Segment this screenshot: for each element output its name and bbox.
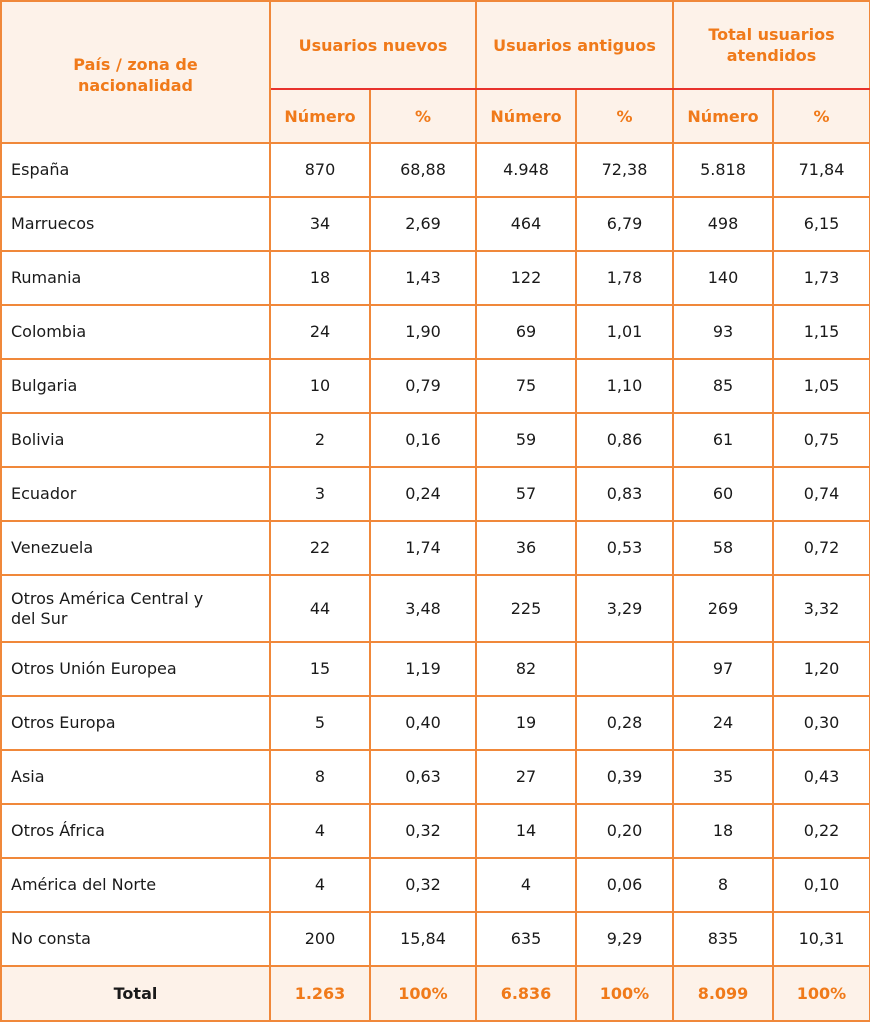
cell-percent: 0,79 xyxy=(370,359,476,413)
table-row xyxy=(1,305,870,359)
row-label xyxy=(1,197,270,251)
cell-percent: 1,90 xyxy=(370,305,476,359)
cell-number: 4 xyxy=(476,858,576,912)
table-row xyxy=(1,575,870,642)
table-row xyxy=(1,804,870,858)
table-row xyxy=(1,912,870,966)
cell-number: 122 xyxy=(476,251,576,305)
cell-number: 269 xyxy=(673,575,773,642)
cell-number: 225 xyxy=(476,575,576,642)
cell-number: 870 xyxy=(270,143,370,197)
cell-percent: 0,83 xyxy=(576,467,673,521)
cell-percent: 1,01 xyxy=(576,305,673,359)
row-label-text: Bulgaria xyxy=(11,376,78,395)
cell-number: 60 xyxy=(673,467,773,521)
cell-percent: 0,86 xyxy=(576,413,673,467)
cell-number: 1.263 xyxy=(270,966,370,1021)
row-label-text: Ecuador xyxy=(11,484,77,503)
cell-percent: 1,19 xyxy=(370,642,476,696)
cell-percent: 0,28 xyxy=(576,696,673,750)
cell-percent: 2,69 xyxy=(370,197,476,251)
cell-number: 10 xyxy=(270,359,370,413)
table-row xyxy=(1,642,870,696)
row-label xyxy=(1,251,270,305)
cell-number: 15 xyxy=(270,642,370,696)
cell-percent: 0,63 xyxy=(370,750,476,804)
cell-number: 27 xyxy=(476,750,576,804)
cell-number: 8 xyxy=(673,858,773,912)
row-label-text: Total xyxy=(113,983,158,1003)
cell-number: 4.948 xyxy=(476,143,576,197)
cell-number: 22 xyxy=(270,521,370,575)
row-label xyxy=(1,804,270,858)
cell-percent: 3,32 xyxy=(773,575,870,642)
cell-percent: 1,15 xyxy=(773,305,870,359)
row-label-text: Venezuela xyxy=(11,538,94,557)
table-row xyxy=(1,696,870,750)
cell-number: 24 xyxy=(673,696,773,750)
cell-percent: 6,79 xyxy=(576,197,673,251)
cell-percent: 1,10 xyxy=(576,359,673,413)
cell-number: 44 xyxy=(270,575,370,642)
cell-percent: 3,48 xyxy=(370,575,476,642)
cell-number: 19 xyxy=(476,696,576,750)
cell-percent: 15,84 xyxy=(370,912,476,966)
table-row xyxy=(1,521,870,575)
cell-number: 58 xyxy=(673,521,773,575)
cell-number: 498 xyxy=(673,197,773,251)
sub-header-percent: % xyxy=(370,89,476,143)
cell-percent: 1,78 xyxy=(576,251,673,305)
cell-percent: 6,15 xyxy=(773,197,870,251)
row-label-text: Otros Europa xyxy=(11,713,116,732)
row-label xyxy=(1,575,270,642)
table-row xyxy=(1,251,870,305)
row-label xyxy=(1,750,270,804)
cell-number: 57 xyxy=(476,467,576,521)
cell-percent: 0,16 xyxy=(370,413,476,467)
cell-percent: 0,10 xyxy=(773,858,870,912)
row-label xyxy=(1,912,270,966)
row-label-text: Bolivia xyxy=(11,430,65,449)
cell-percent: 3,29 xyxy=(576,575,673,642)
cell-number: 4 xyxy=(270,858,370,912)
cell-number: 93 xyxy=(673,305,773,359)
cell-percent: 0,43 xyxy=(773,750,870,804)
row-label xyxy=(1,642,270,696)
cell-number: 4 xyxy=(270,804,370,858)
cell-percent: 0,40 xyxy=(370,696,476,750)
row-label-text: España xyxy=(11,160,70,179)
row-label-text: Asia xyxy=(11,767,45,786)
sub-header-percent: % xyxy=(576,89,673,143)
cell-number: 5.818 xyxy=(673,143,773,197)
row-label xyxy=(1,521,270,575)
cell-number: 2 xyxy=(270,413,370,467)
total-row xyxy=(1,966,870,1021)
cell-percent xyxy=(576,642,673,696)
sub-header-percent: % xyxy=(773,89,870,143)
group-header-total: Total usuarios atendidos xyxy=(673,1,870,89)
cell-number: 85 xyxy=(673,359,773,413)
cell-percent: 1,74 xyxy=(370,521,476,575)
row-label-text: Otros América Central y del Sur xyxy=(11,588,204,628)
cell-number: 24 xyxy=(270,305,370,359)
cell-percent: 0,32 xyxy=(370,858,476,912)
cell-percent: 0,06 xyxy=(576,858,673,912)
cell-percent: 1,05 xyxy=(773,359,870,413)
cell-percent: 100% xyxy=(370,966,476,1021)
cell-number: 18 xyxy=(673,804,773,858)
table-body xyxy=(1,143,870,1021)
row-label xyxy=(1,413,270,467)
cell-percent: 0,24 xyxy=(370,467,476,521)
cell-number: 59 xyxy=(476,413,576,467)
cell-percent: 71,84 xyxy=(773,143,870,197)
country-header: País / zona de nacionalidad xyxy=(1,1,270,143)
sub-header-number: Número xyxy=(270,89,370,143)
cell-number: 14 xyxy=(476,804,576,858)
row-label xyxy=(1,966,270,1021)
sub-header-number: Número xyxy=(476,89,576,143)
table-row xyxy=(1,359,870,413)
table-row xyxy=(1,197,870,251)
cell-number: 82 xyxy=(476,642,576,696)
table-row xyxy=(1,750,870,804)
cell-number: 200 xyxy=(270,912,370,966)
cell-percent: 0,22 xyxy=(773,804,870,858)
cell-percent: 68,88 xyxy=(370,143,476,197)
cell-percent: 0,53 xyxy=(576,521,673,575)
row-label xyxy=(1,305,270,359)
cell-percent: 100% xyxy=(773,966,870,1021)
row-label xyxy=(1,467,270,521)
cell-percent: 0,20 xyxy=(576,804,673,858)
cell-number: 6.836 xyxy=(476,966,576,1021)
cell-percent: 0,39 xyxy=(576,750,673,804)
row-label-text: Otros África xyxy=(11,821,105,840)
cell-number: 464 xyxy=(476,197,576,251)
cell-percent: 10,31 xyxy=(773,912,870,966)
cell-number: 36 xyxy=(476,521,576,575)
row-label-text: Marruecos xyxy=(11,214,95,233)
row-label-text: Rumania xyxy=(11,268,82,287)
cell-percent: 0,75 xyxy=(773,413,870,467)
cell-percent: 1,43 xyxy=(370,251,476,305)
cell-percent: 0,30 xyxy=(773,696,870,750)
cell-number: 75 xyxy=(476,359,576,413)
cell-number: 835 xyxy=(673,912,773,966)
group-header-old: Usuarios antiguos xyxy=(476,1,673,89)
cell-number: 5 xyxy=(270,696,370,750)
row-label xyxy=(1,359,270,413)
cell-number: 8.099 xyxy=(673,966,773,1021)
cell-percent: 0,74 xyxy=(773,467,870,521)
cell-number: 61 xyxy=(673,413,773,467)
cell-percent: 0,72 xyxy=(773,521,870,575)
table-row xyxy=(1,467,870,521)
cell-number: 3 xyxy=(270,467,370,521)
cell-number: 35 xyxy=(673,750,773,804)
cell-number: 34 xyxy=(270,197,370,251)
table-row xyxy=(1,413,870,467)
table-row xyxy=(1,143,870,197)
cell-percent: 0,32 xyxy=(370,804,476,858)
row-label-text: América del Norte xyxy=(11,875,157,894)
cell-percent: 100% xyxy=(576,966,673,1021)
cell-percent: 1,73 xyxy=(773,251,870,305)
row-label xyxy=(1,858,270,912)
cell-percent: 9,29 xyxy=(576,912,673,966)
cell-number: 140 xyxy=(673,251,773,305)
row-label-text: Otros Unión Europea xyxy=(11,659,177,678)
sub-header-number: Número xyxy=(673,89,773,143)
row-label-text: Colombia xyxy=(11,322,87,341)
cell-number: 97 xyxy=(673,642,773,696)
cell-number: 69 xyxy=(476,305,576,359)
row-label-text: No consta xyxy=(11,929,91,948)
group-header-new: Usuarios nuevos xyxy=(270,1,476,89)
row-label xyxy=(1,696,270,750)
row-label xyxy=(1,143,270,197)
cell-percent: 72,38 xyxy=(576,143,673,197)
cell-number: 18 xyxy=(270,251,370,305)
table-row xyxy=(1,858,870,912)
cell-number: 635 xyxy=(476,912,576,966)
cell-number: 8 xyxy=(270,750,370,804)
cell-percent: 1,20 xyxy=(773,642,870,696)
